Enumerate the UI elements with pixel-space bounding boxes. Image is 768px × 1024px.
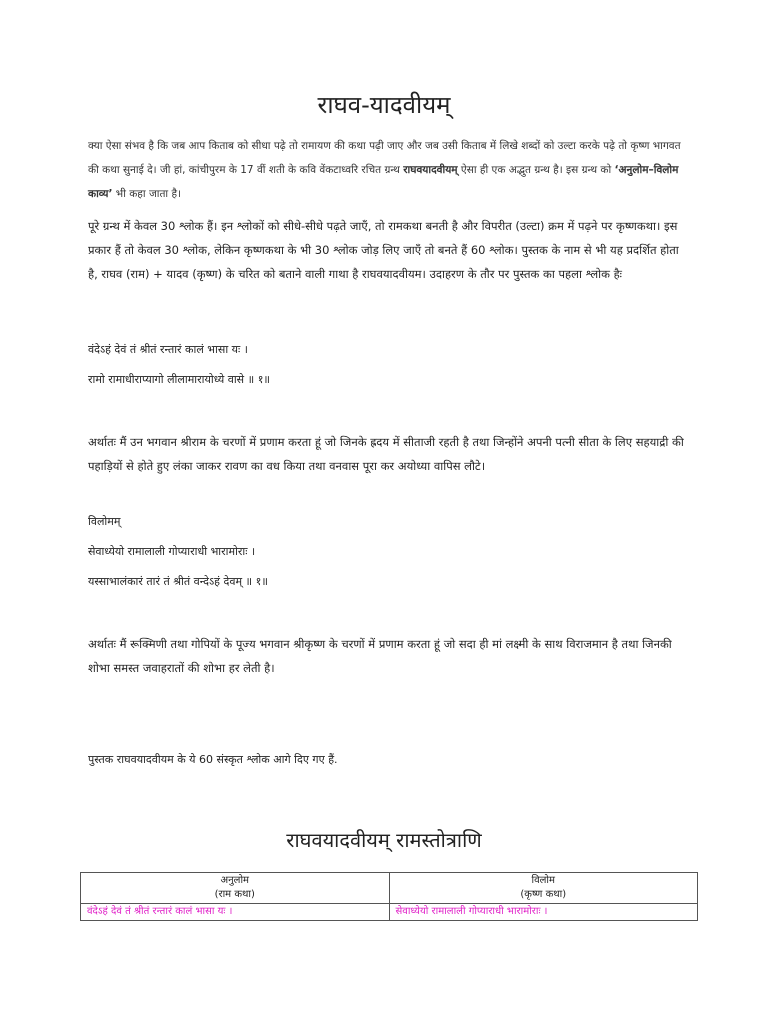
description-paragraph: पूरे ग्रन्थ में केवल 30 श्लोक हैं। इन श्लोकों को सीधे-सीधे पढ़ते जाएँ, तो रामकथा बनती है और विपरीत (उल्टा) क्रम में पढ़ने पर कृष्णकथा। इस प्रकार हैं तो केवल 30 श्लोक, लेकिन कृष्णकथा के भी 30 श्लोक जोड़ लिए जाएँ तो बनते हैं 60 श्लोक। पुस्तक के नाम से भी यह प्रदर्शित होता है, राघव (राम) + यादव (कृष्ण) के चरित को बताने वाली गाथा है राघवयादवीयम। उदाहरण के तौर पर पुस्तक का पहला श्लोक हैः [88, 219, 679, 281]
intro-text-2: ऐसा ही एक अद्भुत ग्रन्थ है। इस ग्रन्थ को [457, 164, 615, 176]
table-header-row [81, 873, 698, 904]
verse-anulom-line-2: रामो रामाधीराप्यागो लीलामारायोध्ये वासे ॥ १॥ [88, 373, 271, 386]
table-header-vilom-title: विलोम [531, 875, 555, 886]
table-header-anulom-sub: (राम कथा) [214, 889, 255, 900]
closing-line: पुस्तक राघवयादवीयम के ये 60 संस्कृत श्लोक आगे दिए गए हैं. [88, 753, 338, 766]
table-header-anulom-title: अनुलोम [220, 875, 250, 886]
intro-text-1: क्या ऐसा संभव है कि जब आप किताब को सीधा पढ़े तो रामायण की कथा पढ़ी जाए और जब उसी किताब में लिखे शब्दों को उल्टा करके पढ़े तो कृष्ण भागवत की कथा सुनाई दे। जी हां, कांचीपुरम के 17 वीं शती के कवि वेंकटाध्वरि रचित ग्रन्थ [88, 140, 681, 176]
verse-vilom-line-1: सेवाध्येयो रामालाली गोप्याराधी भारामोराः । [88, 545, 256, 558]
vilomam-label: विलोमम् [88, 515, 121, 528]
table-header-vilom [389, 873, 698, 904]
meaning-rama-paragraph: अर्थातः मैं उन भगवान श्रीराम के चरणों में प्रणाम करता हूं जो जिनके ह्रदय में सीताजी रहती है तथा जिन्होंने अपनी पत्नी सीता के लिए सहयाद्री की पहाड़ियों से होते हुए लंका जाकर रावण का वध किया तथा वनवास पूरा कर अयोध्या वापिस लौटे। [88, 435, 684, 473]
intro-text-3: भी कहा जाता है। [112, 188, 182, 200]
verse-anulom-line-1: वंदेऽहं देवं तं श्रीतं रन्तारं कालं भासा यः । [88, 343, 248, 356]
table-cell-anulom: वंदेऽहं देवं तं श्रीतं रन्तारं कालं भासा यः । [81, 904, 390, 921]
table-header-vilom-sub: (कृष्ण कथा) [520, 889, 567, 900]
page-title: राघव-यादवीयम् [317, 91, 451, 119]
verse-vilom-line-2: यस्साभालंकारं तारं तं श्रीतं वन्देऽहं देवम् ॥ १॥ [88, 575, 268, 588]
verses-table [80, 872, 698, 921]
intro-paragraph [88, 134, 688, 206]
meaning-krishna-paragraph: अर्थातः मैं रूक्मिणी तथा गोपियों के पूज्य भगवान श्रीकृष्ण के चरणों में प्रणाम करता हूं जो सदा ही मां लक्ष्मी के साथ विराजमान है तथा जिनकी शोभा समस्त जवाहरातों की शोभा हर लेती है। [88, 637, 672, 675]
table-header-anulom [81, 873, 390, 904]
intro-book-name: राघवयादवीयम् [403, 164, 458, 176]
table-row [81, 904, 698, 921]
table-cell-vilom: सेवाध्येयो रामालाली गोप्याराधी भारामोराः । [389, 904, 698, 921]
intro-kavya-name: ‘अनुलोम–विलोम काव्य’ [88, 164, 679, 200]
section-subtitle: राघवयादवीयम् रामस्तोत्राणि [286, 828, 482, 852]
